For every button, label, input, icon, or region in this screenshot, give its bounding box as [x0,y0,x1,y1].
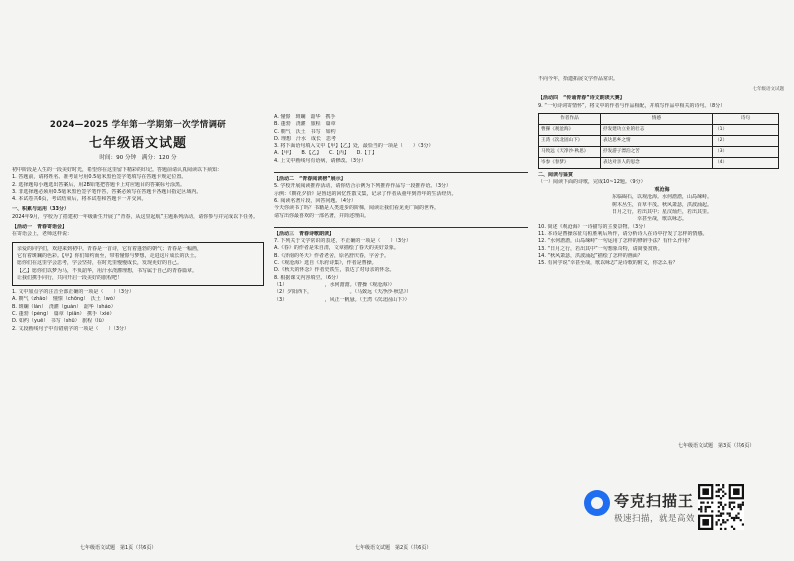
table-cell: （2） [713,135,779,146]
qr-module [700,502,702,504]
question-9: 9. “一句诗词寄情怀”，将文中的作者与作品相配，并填写作品中相关的诗句。（8分） [538,102,726,109]
question-line: 14. “秋风萧瑟，洪波涌起”描绘了怎样的画面？ [538,252,643,259]
activity3-line: 7. 下列关于文学常识的表述，不正确的一项是（ ）（3分） [274,238,412,245]
question-10: 10. 简述《观沧海》一诗描写的主要景物。（3分） [538,223,649,230]
activity2-line: 示例：《朝花夕拾》是鲁迅的回忆性散文集，记录了作者从童年到青年的生活经历。 [274,190,457,197]
qr-module [707,502,709,504]
activity3-line: C.《观沧海》选自《乐府诗集》，作者是曹操。 [274,260,377,267]
qr-module [700,508,702,510]
qr-module [698,508,700,510]
activity2-line: 5. 学校开展阅读推荐活动，请你结合示例为下列推荐作品写一段推荐语。（3分） [274,183,452,190]
qr-module [729,512,731,514]
table-cell: 马致远《天净沙·秋思》 [539,146,601,157]
question-1-options [12,296,264,325]
page-column-3 [538,14,786,554]
table-row [539,124,779,135]
activity3-line: B.《济南的冬天》作者老舍，原名舒庆春，字舍予。 [274,252,390,259]
qr-module [720,502,722,504]
qr-module [733,519,735,521]
table-cell: （4） [713,157,779,168]
notice-line: 初中阶段是人生的一段美好时光，希望你在这里留下精彩的印记。答题前请认真阅读以下须知： [12,167,223,173]
section2-title: 二、阅读与鉴赏 [538,171,574,178]
activity2-line: 今天你读书了吗？书籍是人类进步的阶梯，阅读让我们看见更广阔的世界。 [274,205,440,212]
question-3: 3. 将下面语句填入文中【甲】【乙】处，最恰当的一项是（ ）（3分） [274,143,434,150]
qr-module [718,510,720,512]
qr-module [740,508,742,510]
qr-module [733,517,735,519]
answer-line [274,220,528,228]
poetry-table [538,113,779,169]
exam-info: 时间：90 分钟 满分：120 分 [99,155,177,161]
table-header-cell: 诗句 [713,113,779,124]
qr-module [742,502,744,504]
qr-module [740,504,742,506]
activity3-line: D.《秋天的怀念》作者史铁生，表达了对母亲的怀念。 [274,267,395,274]
page-footer-1: 七年级语文试题 第1页（共6页） [80,545,157,551]
scanner-watermark [584,486,694,532]
message-line: 亲爱的同学们，欢迎来到初中。青春是一首诗，它有着蓬勃的朝气；青春是一幅画， [17,245,203,252]
qr-module [731,517,733,519]
qr-module [720,504,722,506]
qr-module [737,517,739,519]
poem-title: 观沧海 [654,187,670,194]
qr-module [724,504,726,506]
poem-line: 幸甚至哉，歌以咏志。 [636,216,687,223]
table-cell: 曹操《观沧海》 [539,124,601,135]
qr-module [711,510,713,512]
question-line: 11. 本诗是曹操东征乌桓胜利后所作，请分析诗人在诗中抒发了怎样的情感。 [538,230,708,237]
table-row [539,135,779,146]
activity4-title: 【活动四 “传诵青春”诗文朗读大赛】 [538,95,625,102]
qr-module [737,504,739,506]
qr-module [722,491,724,493]
qr-module [720,497,722,499]
qr-module [722,508,724,510]
option-line: D. 如约（yuē） 书写（shū） 旅程（lǚ） [12,318,107,325]
qr-module [733,528,735,530]
section1-intro: 2024年9月，学校为了搭建初一年级新生开展了“青春，从这里起航”主题系列活动，请你参与并完成以下任务。 [12,213,259,220]
activity1-hint: 在寄语会上，老师这样说： [12,231,73,238]
qr-module [720,512,722,514]
table-cell: 王湾《次北固山下》 [539,135,601,146]
activity2-line: 请写出你最喜欢的一部名著，并简述理由。 [274,212,370,219]
question-4: 4. 上文中画线句有语病，请修改。（3分） [274,157,367,164]
qr-module [733,506,735,508]
poem-line: 树木丛生，百草丰茂。秋风萧瑟，洪波涌起。 [611,201,712,208]
qr-module [716,523,718,525]
qr-module [718,506,720,508]
option-line: C. 蓬勃（péng） 篇章（piān） 携手（xié） [12,311,115,318]
qr-module [709,506,711,508]
qr-module [716,495,718,497]
qr-module [735,517,737,519]
message-line: 它有着斑斓的色彩。【甲】你们如约而至，带着憧憬与梦想，走进这片成长的沃土。 [17,252,200,259]
question-2-options [274,114,528,143]
qr-module [711,502,713,504]
col3-top-line: 不向今年，拾遗拓展文学作品常识。 [538,76,619,82]
qr-module [722,495,724,497]
qr-module [702,488,709,495]
reading-1-intro: （一）阅读下面的诗歌，完成10~12题。（9分） [538,179,646,186]
activity2-content [274,183,528,219]
notice-line: 2. 选择题每小题选出答案后，用2B铅笔把答题卡上对应题目的答案标号涂黑。 [12,181,185,188]
qr-module [724,521,726,523]
table-row [539,146,779,157]
activity1-title: 【活动一 青春寄语会】 [12,224,68,231]
message-line: 【乙】愿你们以梦为马，不负韶华，用汗水浇灌理想，书写属于自己的青春篇章。 [17,267,198,274]
question-line: 15. 有同学说“幸甚至哉，歌以咏志”是诗歌的附文，你怎么看？ [538,260,678,267]
notice-line: 3. 非选择题必须用0.5毫米黑色签字笔作答，答案必须写在答题卡各题目指定区域内。 [12,188,202,195]
table-header-cell: 作者作品 [539,113,601,124]
qr-module [705,506,707,508]
qr-module [729,504,731,506]
page-column-2 [274,14,528,554]
table-header-cell: 情感 [601,113,713,124]
qr-module [733,488,740,495]
page-footer-3: 七年级语文试题 第3页（共6页） [678,443,755,449]
questions-11-15 [538,231,786,267]
question-1: 1. 文中加点字的注音全部正确的一项是（ ）（3分） [12,289,135,296]
activity3-line: A.《春》的作者是朱自清，文章描绘了春天的美好景象。 [274,245,399,252]
table-cell: （1） [713,124,779,135]
qr-module [718,502,720,504]
qr-module [718,484,720,486]
quark-logo-icon [584,490,610,516]
qr-module [718,495,720,497]
page-column-1 [12,14,264,554]
qr-module [724,493,726,495]
answer-line [274,165,528,173]
option-line: D. 理想 汗水 成长 思考 [274,135,337,142]
qr-module [729,502,731,504]
qr-module [722,484,724,486]
qr-module [700,510,702,512]
table-row [539,157,779,168]
table-cell: 抒发游子漂泊之苦 [601,146,713,157]
exam-title-line1: 2024—2025 学年第一学期第一次学情调研 [49,120,227,130]
table-cell: 岑参《春梦》 [539,157,601,168]
option-line: B. 蓬勃 浇灌 旅程 篇章 [274,121,336,128]
qr-module [718,519,720,521]
qr-module [737,506,739,508]
poem-body [538,194,786,223]
question-3-options: A.【甲】 B.【乙】 C.【丙】 D.【丁】 [274,150,377,157]
option-line: B. 斑斓（lán） 浇灌（guàn） 韶华（sháo） [12,303,116,310]
teacher-message-box [12,242,264,286]
section1-title: 一、积累与运用（33分） [12,206,69,213]
activity3-line: （2）夕阳西下， 。（马致远《天净沙·秋思》） [274,289,412,296]
qr-module [702,519,709,526]
exam-title-line2: 七年级语文试题 [88,136,187,151]
qr-module [718,515,720,517]
qr-module [720,528,722,530]
qr-module [720,488,722,490]
qr-module [716,521,718,523]
watermark-brand: 夸克扫描王 [614,492,695,510]
qr-module [702,502,704,504]
table-cell: 抒发建功立业的壮志 [601,124,713,135]
qr-module [731,526,733,528]
qr-module [720,523,722,525]
qr-module [722,506,724,508]
qr-module [718,491,720,493]
message-line: 愿你们在这里学会思考，学会坚持，在时光里慢慢成长，发现更好的自己。 [17,260,183,267]
qr-module [737,512,739,514]
question-line: 12. “水何澹澹，山岛竦峙”一句运用了怎样的修辞手法？有什么作用？ [538,238,693,245]
watermark-slogan: 极速扫描，就是高效 [614,514,696,524]
table-cell: （3） [713,146,779,157]
qr-module [726,519,728,521]
message-line: 让我们携手同行，共同开启一段美好的旅程吧！ [17,274,123,281]
qr-module [722,486,724,488]
question-line: 13. “日月之行，若出其中”一句想象奇特，请简要赏析。 [538,245,663,252]
qr-module [705,510,707,512]
qr-module [716,515,718,517]
activity3-content [274,238,528,304]
qr-module [716,491,718,493]
qr-module [718,488,720,490]
table-cell: 表达思乡之情 [601,135,713,146]
activity3-title: 【活动三 青春诗歌朗读】 [274,230,335,237]
qr-module [740,519,742,521]
qr-module [742,523,744,525]
notice-list [12,167,264,203]
activity3-line: 8. 根据课文内容填空。（6分） [274,274,342,281]
option-line: A. 憧憬 斑斓 韶华 携手 [274,114,336,120]
table-cell: 表达对亲人的思念 [601,157,713,168]
question-2: 2. 文段画线句子中有错别字的一项是（ ）（3分） [12,325,130,332]
qr-module [722,519,724,521]
activity2-title: 【活动二 “青春阅读榜”展示】 [274,176,346,183]
activity2-line: 6. 阅读名著片段，回答问题。（4分） [274,197,357,204]
qr-module [707,506,709,508]
poem-line: 东临碣石，以观沧海。水何澹澹，山岛竦峙。 [611,194,712,201]
qr-module [729,506,731,508]
option-line: C. 朝气 沃土 书写 如约 [274,128,336,135]
activity3-line: （1） ，水何澹澹。（曹操《观沧海》） [274,281,395,288]
qr-module [731,502,733,504]
qr-module [716,484,718,486]
qr-module [735,515,737,517]
poem-line: 日月之行，若出其中；星汉灿烂，若出其里。 [611,209,712,216]
header-right-label: 七年级语文试题 [752,87,784,92]
qr-module [740,506,742,508]
notice-line: 1. 答题前，请将姓名、准考证号用0.5毫米黑色签字笔填写在答题卡规定位置。 [12,174,187,181]
option-line: A. 朝气（zhāo） 憧憬（chōng） 沃土（wò） [12,296,118,303]
qr-module [742,504,744,506]
qr-module [726,512,728,514]
notice-line: 4. 本试卷共6页，考试结束后，将本试卷和答题卡一并交回。 [12,196,147,203]
qr-module [705,508,707,510]
qr-module [731,508,733,510]
qr-code-icon [698,484,744,530]
activity3-line: （3） ，风正一帆悬。（王湾《次北固山下》） [274,296,410,303]
qr-module [722,512,724,514]
qr-module [729,515,731,517]
qr-module [700,506,702,508]
page-footer-2: 七年级语文试题 第2页（共6页） [355,545,432,551]
qr-module [722,521,724,523]
qr-module [733,502,735,504]
qr-module [724,528,726,530]
qr-module [720,515,722,517]
